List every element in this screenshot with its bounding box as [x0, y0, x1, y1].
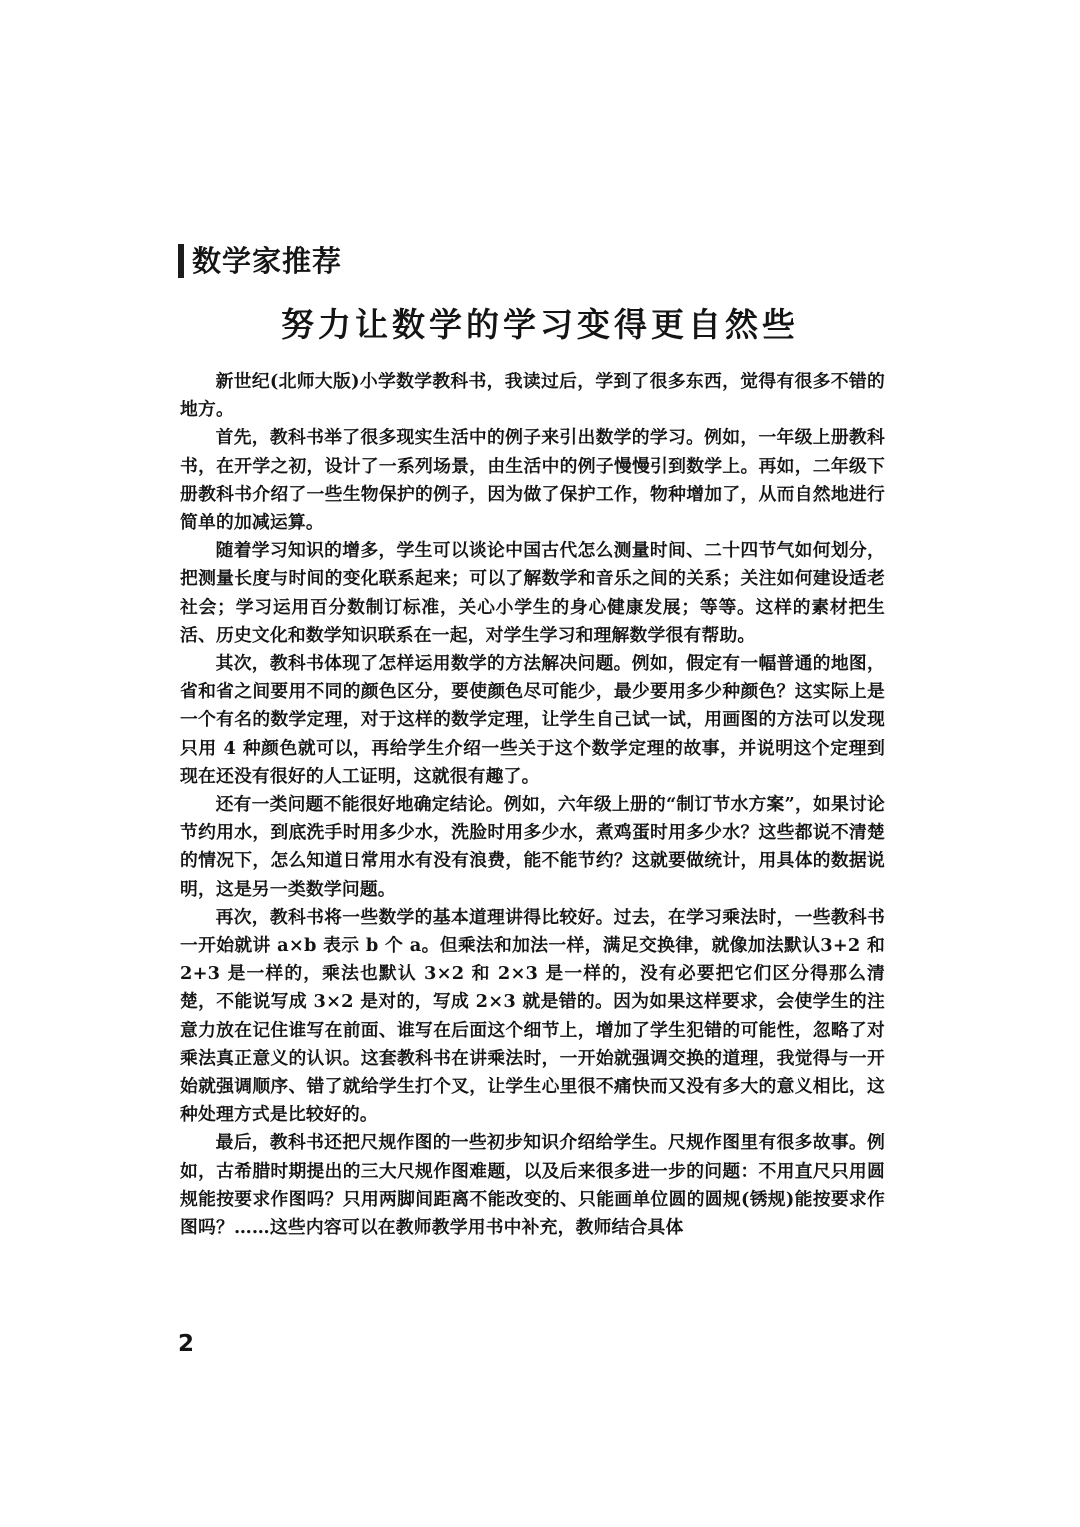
paragraph: 还有一类问题不能很好地确定结论。例如，六年级上册的“制订节水方案”，如果讨论节约用水，到底洗手时用多少水，洗脸时用多少水，煮鸡蛋时用多少水？这些都说不清楚的情况下，怎么知道日常用水有没有浪费，能不能节约？这就要做统计，用具体的数据说明，这是另一类数学问题。 [180, 794, 885, 900]
paragraph: 新世纪(北师大版)小学数学教科书，我读过后，学到了很多东西，觉得有很多不错的地方。 [180, 371, 885, 421]
article-title: 努力让数学的学习变得更自然些 [281, 305, 799, 344]
article-body [180, 368, 885, 1242]
page-number: 2 [178, 1331, 195, 1357]
paragraph: 再次，教科书将一些数学的基本道理讲得比较好。过去，在学习乘法时，一些教科书一开始就讲 a×b 表示 b 个 a。但乘法和加法一样，满足交换律，就像加法默认3+2 和 2+3 是一样的，乘法也默认 3×2 和 2×3 是一样的，没有必要把它们区分得那么清楚，不能说写成 3×2 是对的，写成 2×3 就是错的。因为如果这样要求，会使学生的注意力放在记住谁写在前面、谁写在后面这个细节上，增加了学生犯错的可能性，忽略了对乘法真正意义的认识。这套教科书在讲乘法时，一开始就强调交换的道理，我觉得与一开始就强调顺序、错了就给学生打个叉，让学生心里很不痛快而又没有多大的意义相比，这种处理方式是比较好的。 [180, 906, 885, 1126]
section-title: 数学家推荐 [192, 244, 343, 278]
paragraph: 随着学习知识的增多，学生可以谈论中国古代怎么测量时间、二十四节气如何划分，把测量长度与时间的变化联系起来；可以了解数学和音乐之间的关系；关注如何建设适老社会；学习运用百分数制订标准，关心小学生的身心健康发展；等等。这样的素材把生活、历史文化和数学知识联系在一起，对学生学习和理解数学很有帮助。 [180, 540, 885, 646]
paragraph: 其次，教科书体现了怎样运用数学的方法解决问题。例如，假定有一幅普通的地图，省和省之间要用不同的颜色区分，要使颜色尽可能少，最少要用多少种颜色？这实际上是一个有名的数学定理，对于这样的数学定理，让学生自己试一试，用画图的方法可以发现只用 4 种颜色就可以，再给学生介绍一些关于这个数学定理的故事，并说明这个定理到现在还没有很好的人工证明，这就很有趣了。 [180, 653, 885, 787]
section-marker-bar [178, 244, 184, 278]
paragraph: 最后，教科书还把尺规作图的一些初步知识介绍给学生。尺规作图里有很多故事。例如，古希腊时期提出的三大尺规作图难题，以及后来很多进一步的问题：不用直尺只用圆规能按要求作图吗？只用两脚间距离不能改变的、只能画单位圆的圆规(锈规)能按要求作图吗？……这些内容可以在教师教学用书中补充，教师结合具体 [180, 1132, 885, 1239]
section-header [178, 242, 342, 280]
paragraph: 首先，教科书举了很多现实生活中的例子来引出数学的学习。例如，一年级上册教科书，在开学之初，设计了一系列场景，由生活中的例子慢慢引到数学上。再如，二年级下册教科书介绍了一些生物保护的例子，因为做了保护工作，物种增加了，从而自然地进行简单的加减运算。 [180, 427, 885, 534]
